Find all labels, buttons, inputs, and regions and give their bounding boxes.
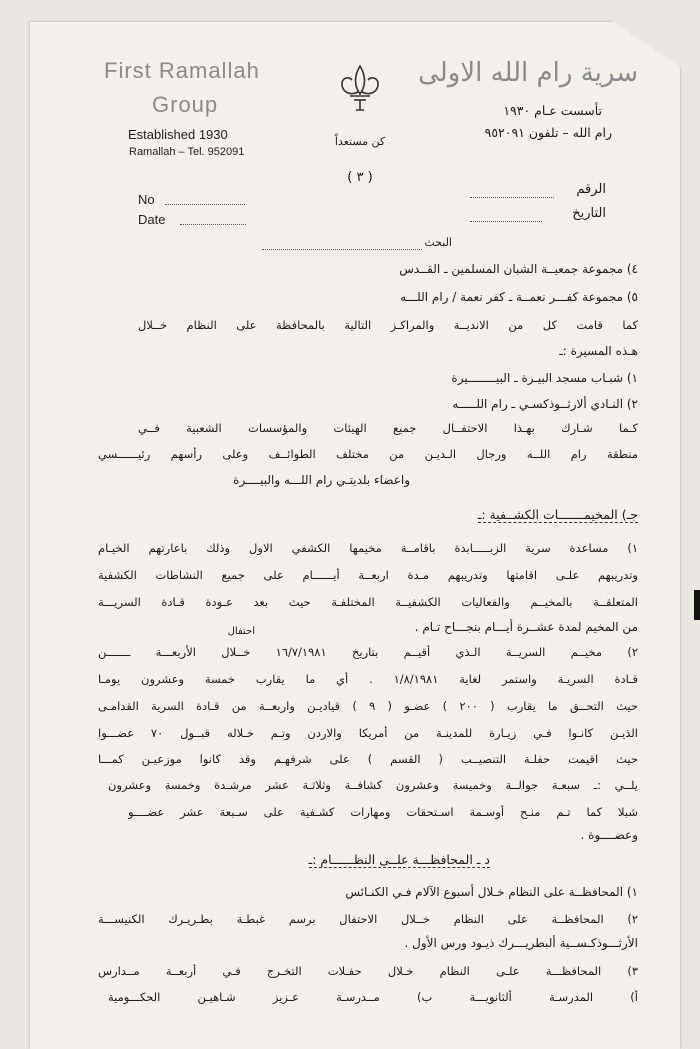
body-line: من المخيم لمدة عشــرة أيـــام بنجـــاح تـام .	[414, 620, 638, 634]
body-line: واعضاء بلديتـي رام اللـــه والبيــــرة	[233, 473, 410, 487]
en-established: Established 1930	[128, 127, 228, 142]
fleur-de-lis-logo	[336, 62, 384, 116]
body-line: حيث التحــق ما يقارب ( ٢٠٠ ) عضـو ( ٩ ) قياديـن واربعــة من قـادة السرية القدامـى	[98, 699, 638, 713]
subject-label: البحث	[424, 236, 452, 249]
ar-address: رام الله – تلفون ٩٥٢٠٩١	[484, 125, 612, 140]
body-line: حيث اقيمت حفلـة التنصيــب ( القسم ) على شرفهـم وقد كانوا موزعيـن كمـــا	[98, 752, 638, 766]
date-field	[180, 224, 246, 225]
body-line: منطقة رام اللــه ورجال الـديـن من مختلف الطوائــف وعلى رأسهم رئيــــــسي	[98, 447, 638, 461]
body-line: وعضــــوة .	[580, 828, 638, 842]
body-line: كـما شـارك بهـذا الاحتفــال جميع الهيئات والمؤسسات الشعبية فــي	[138, 421, 638, 435]
binder-clip-edge	[694, 590, 700, 620]
body-line: هـذه المسيرة :ـ	[559, 344, 638, 358]
en-title-line1: First Ramallah	[104, 58, 260, 83]
body-line: ١) المحافظــة على النظام خـلال أسبوع الآلام فـي الكنـائس	[345, 885, 638, 899]
section-heading: جـ) المخيمـــــــات الكشــفية :ـ	[477, 507, 638, 522]
no-field	[165, 204, 245, 205]
en-address: Ramallah – Tel. 952091	[129, 146, 245, 158]
page-number: ( ٣ )	[347, 170, 373, 185]
ar-established: تأسست عـام ١٩٣٠	[503, 103, 602, 118]
body-line: الذيـن كانـوا فـي زيـارة للمدينـة من أمريكا والاردن وتـم خـلاله قبــول ٧٠ عضـــوا	[98, 726, 638, 740]
motto-text: كن مستعداً	[334, 135, 386, 148]
body-line: قـادة السريـة واستمر لغاية ١/٨/١٩٨١ . أي ما يقارب خمسة وعشرون يومـا	[98, 672, 638, 686]
body-line: أ) المدرسـة ألثانويـــة ب) مــدرسـة عـزيز شـاهيـن الحكـــومية	[108, 990, 638, 1004]
body-line: ١) مساعدة سرية الزبـــــابدة باقامــة مخيمها الكشفي الاول وذلك باعارتهم الخيـام	[98, 541, 638, 555]
body-line: المتعلقــة بالمخيــم والفعاليات الكشفيــة المختلفـة حيث بعد عـودة قـادة السريـــة	[98, 595, 638, 609]
section-heading: د ـ المحافظـــة علــى النظــــــام :ـ	[308, 852, 490, 867]
subject-field	[262, 249, 422, 250]
ar-date-field	[470, 221, 542, 222]
date-label: Date	[138, 212, 166, 227]
body-line: ٢) مخيــم السريــة الـذي أقيــم بتاريخ ١٦/٧/١٩٨١ خــلال الأربعـــة ـــــــن	[98, 645, 638, 659]
ar-date-label: التاريخ	[572, 206, 606, 221]
body-line: الأرثـــوذكـســية ألبطريـــرك ذيـود ورس الأول .	[404, 936, 638, 950]
body-line: ٣) المحافظـــة علـى النظام خـلال حفـلات التخـرج فـي أربعــة مــدارس	[98, 964, 638, 978]
body-line: شبلا كما تـم منـح أوسـمة اسـتحقات ومهارات كشـفية على سـبعة عشر عضــــو	[128, 805, 638, 819]
margin-note: احتفال	[227, 626, 255, 637]
body-line: ٥) مجموعة كفـــر نعمــة ـ كفر نعمة / رام اللـــه	[400, 290, 638, 304]
en-title-line2: Group	[152, 92, 219, 117]
body-line: يلــي :ـ سبعـة جوالــة وخميسة وعشرون كشافــة وثلاثـة عشر مرشـدة وخمسة وعشرون	[108, 778, 638, 792]
body-line: ٢) المحافظــة على النظام خــلال الاحتفال برسم غبطـة بطـريـرك الكنيســـة	[98, 912, 638, 926]
ar-ref-label: الرقم	[576, 182, 606, 197]
body-line: ١) شبـاب مسجد البيـرة ـ البيــــــــيرة	[451, 371, 638, 385]
ar-ref-field	[470, 197, 554, 198]
no-label: No	[138, 192, 155, 207]
body-line: وتدريبهم علـى اقامتها وتدريبهم مـدة اربعــة أيــــــام على جميع النشاطات الكشفية	[98, 568, 638, 582]
ar-title: سرية رام الله الاولى	[418, 58, 638, 88]
body-line: كما قامت كل من الانديــة والمراكـز التالية بالمحافظة على النظام خــلال	[138, 318, 638, 332]
body-line: ٢) النـادي ألارثــوذكسـي ـ رام اللـــــه	[452, 397, 638, 411]
body-line: ٤) مجموعة جمعيــة الشبان المسلمين ـ القــدس	[399, 262, 638, 276]
